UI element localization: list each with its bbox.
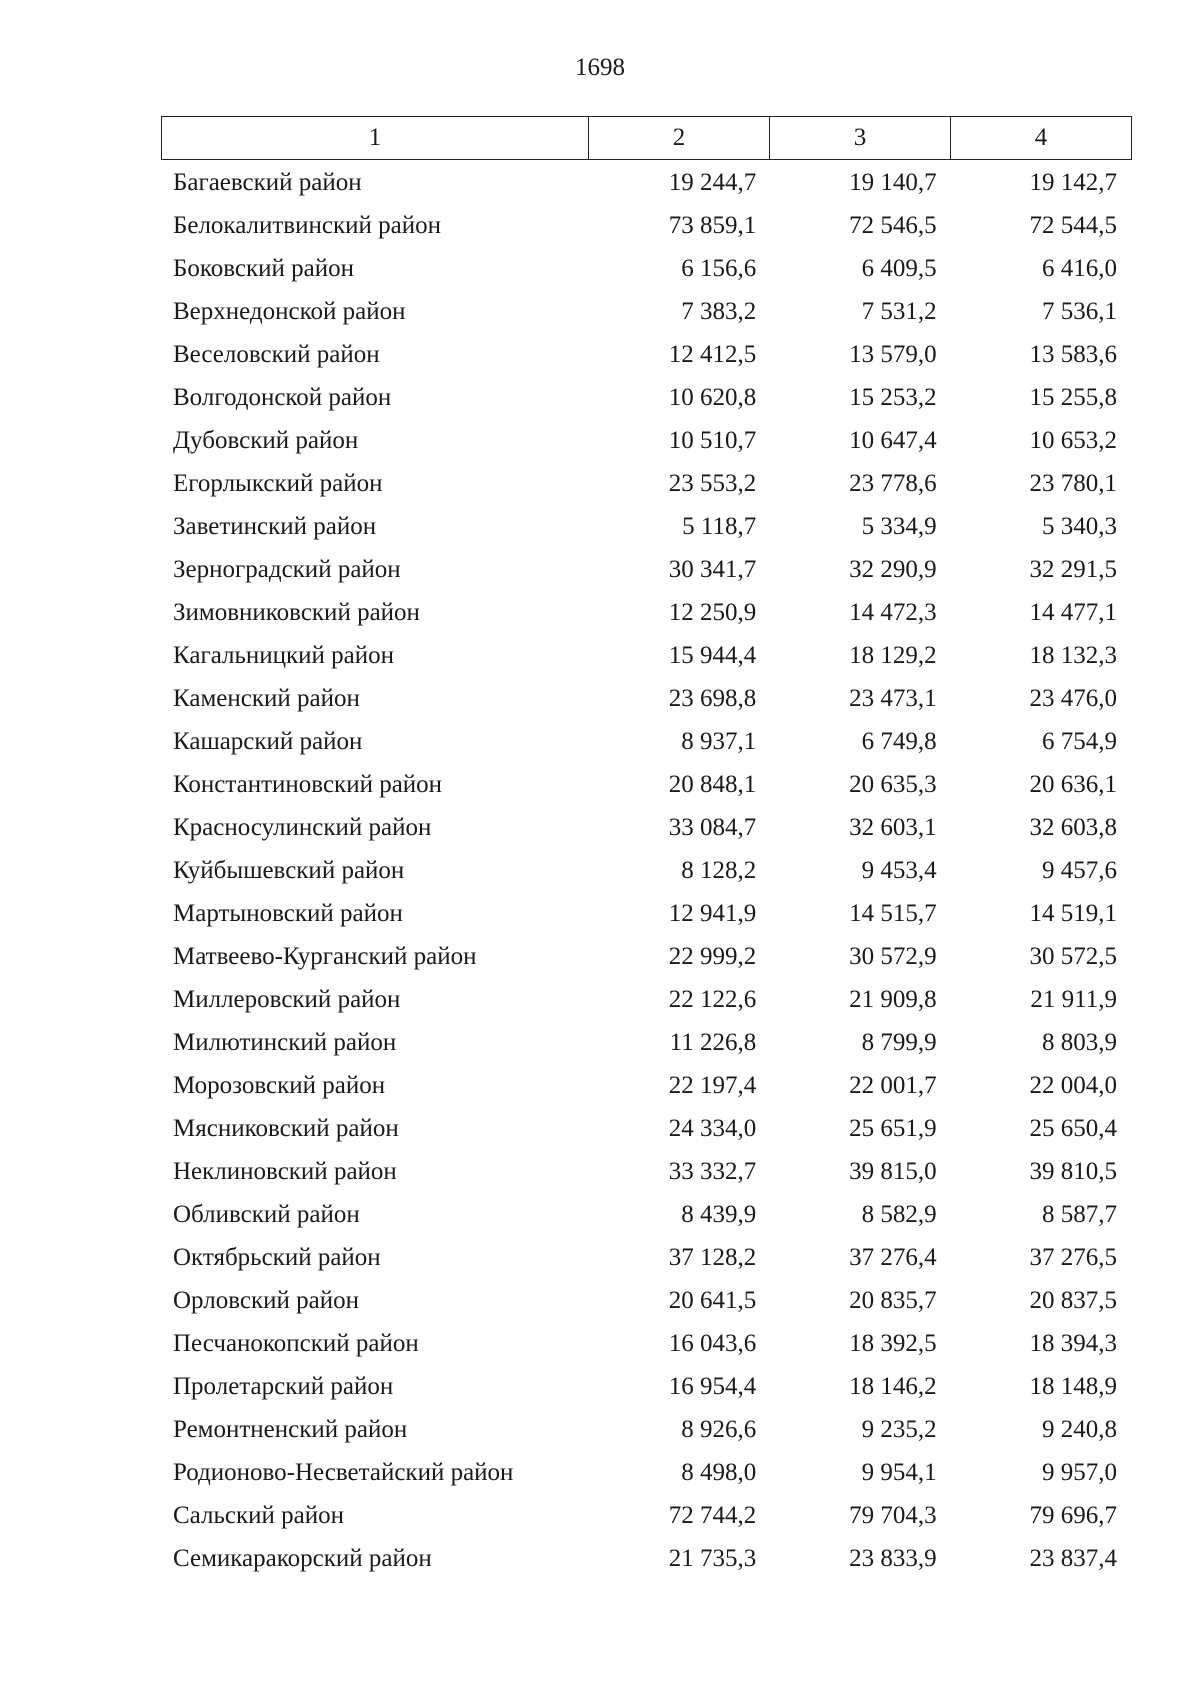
value-cell-col4: 18 132,3: [1029, 642, 1117, 669]
value-cell-col3: 8 582,9: [861, 1201, 937, 1228]
district-name-cell: Красносулинский район: [173, 814, 432, 841]
value-cell-col2: 10 620,8: [668, 384, 757, 411]
value-cell-col3: 7 531,2: [861, 298, 937, 325]
table-row: [161, 1236, 1129, 1279]
value-cell-col2: 16 043,6: [668, 1330, 757, 1357]
table-row: [161, 806, 1129, 849]
value-cell-col3: 32 603,1: [849, 814, 937, 841]
district-name-cell: Дубовский район: [173, 427, 359, 454]
table-row: [161, 634, 1129, 677]
value-cell-col3: 30 572,9: [849, 943, 937, 970]
value-cell-col3: 23 473,1: [849, 685, 937, 712]
district-name-cell: Октябрьский район: [173, 1244, 381, 1271]
value-cell-col4: 23 476,0: [1029, 685, 1117, 712]
district-name-cell: Каменский район: [173, 685, 360, 712]
value-cell-col2: 23 698,8: [668, 685, 757, 712]
value-cell-col4: 6 754,9: [1042, 728, 1117, 755]
value-cell-col4: 18 394,3: [1029, 1330, 1117, 1357]
value-cell-col2: 8 498,0: [681, 1459, 757, 1486]
value-cell-col4: 39 810,5: [1029, 1158, 1117, 1185]
district-name-cell: Веселовский район: [173, 341, 380, 368]
district-name-cell: Кашарский район: [173, 728, 363, 755]
value-cell-col3: 37 276,4: [849, 1244, 937, 1271]
value-cell-col2: 20 641,5: [668, 1287, 757, 1314]
value-cell-col4: 23 837,4: [1029, 1545, 1117, 1572]
value-cell-col4: 37 276,5: [1029, 1244, 1117, 1271]
value-cell-col3: 14 515,7: [849, 900, 937, 927]
value-cell-col4: 25 650,4: [1029, 1115, 1117, 1142]
value-cell-col2: 73 859,1: [668, 212, 757, 239]
table-row: [161, 290, 1129, 333]
table-row: [161, 333, 1129, 376]
value-cell-col2: 16 954,4: [668, 1373, 757, 1400]
value-cell-col2: 22 122,6: [668, 986, 757, 1013]
district-name-cell: Родионово-Несветайский район: [173, 1459, 514, 1486]
value-cell-col2: 21 735,3: [668, 1545, 757, 1572]
column-number-header: [161, 116, 1132, 160]
value-cell-col3: 72 546,5: [849, 212, 937, 239]
value-cell-col3: 23 833,9: [849, 1545, 937, 1572]
district-name-cell: Багаевский район: [173, 169, 362, 196]
value-cell-col3: 6 409,5: [861, 255, 937, 282]
district-name-cell: Куйбышевский район: [173, 857, 405, 884]
value-cell-col4: 15 255,8: [1029, 384, 1117, 411]
column-header-1: 1: [162, 117, 589, 160]
value-cell-col3: 13 579,0: [849, 341, 937, 368]
value-cell-col2: 33 332,7: [668, 1158, 757, 1185]
value-cell-col4: 9 457,6: [1042, 857, 1117, 884]
value-cell-col3: 9 235,2: [861, 1416, 937, 1443]
value-cell-col4: 32 603,8: [1029, 814, 1117, 841]
table-row: [161, 1193, 1129, 1236]
table-row: [161, 1279, 1129, 1322]
table-row: [161, 1494, 1129, 1537]
table-row: [161, 204, 1129, 247]
table-row: [161, 720, 1129, 763]
value-cell-col3: 39 815,0: [849, 1158, 937, 1185]
table-row: [161, 763, 1129, 806]
value-cell-col4: 7 536,1: [1042, 298, 1117, 325]
value-cell-col4: 10 653,2: [1029, 427, 1117, 454]
value-cell-col4: 19 142,7: [1029, 169, 1117, 196]
table-row: [161, 1150, 1129, 1193]
district-table: [161, 161, 1129, 1580]
value-cell-col3: 32 290,9: [849, 556, 937, 583]
value-cell-col4: 8 587,7: [1042, 1201, 1117, 1228]
value-cell-col3: 18 146,2: [849, 1373, 937, 1400]
table-row: [161, 161, 1129, 204]
value-cell-col3: 18 392,5: [849, 1330, 937, 1357]
table-row: [161, 376, 1129, 419]
value-cell-col2: 11 226,8: [669, 1029, 757, 1056]
value-cell-col2: 22 197,4: [668, 1072, 757, 1099]
value-cell-col3: 6 749,8: [861, 728, 937, 755]
table-row: [161, 1408, 1129, 1451]
value-cell-col4: 30 572,5: [1029, 943, 1117, 970]
value-cell-col3: 18 129,2: [849, 642, 937, 669]
district-name-cell: Зимовниковский район: [173, 599, 420, 626]
value-cell-col3: 8 799,9: [861, 1029, 937, 1056]
value-cell-col2: 72 744,2: [668, 1502, 757, 1529]
value-cell-col3: 10 647,4: [849, 427, 937, 454]
page-number: 1698: [575, 54, 625, 81]
table-row: [161, 1021, 1129, 1064]
table-row: [161, 978, 1129, 1021]
district-name-cell: Егорлыкский район: [173, 470, 383, 497]
value-cell-col2: 12 250,9: [668, 599, 757, 626]
value-cell-col3: 23 778,6: [849, 470, 937, 497]
value-cell-col2: 12 941,9: [668, 900, 757, 927]
value-cell-col4: 20 837,5: [1029, 1287, 1117, 1314]
district-name-cell: Боковский район: [173, 255, 354, 282]
value-cell-col2: 33 084,7: [668, 814, 757, 841]
district-name-cell: Обливский район: [173, 1201, 360, 1228]
district-name-cell: Песчанокопский район: [173, 1330, 419, 1357]
table-row: [161, 462, 1129, 505]
table-row: [161, 505, 1129, 548]
district-name-cell: Мартыновский район: [173, 900, 403, 927]
district-name-cell: Волгодонской район: [173, 384, 392, 411]
district-name-cell: Семикаракорский район: [173, 1545, 432, 1572]
column-header-3: 3: [770, 117, 951, 160]
district-name-cell: Верхнедонской район: [173, 298, 406, 325]
table-row: [161, 1451, 1129, 1494]
header-row: [162, 117, 1132, 160]
district-name-cell: Константиновский район: [173, 771, 443, 798]
value-cell-col3: 9 453,4: [861, 857, 937, 884]
value-cell-col4: 8 803,9: [1042, 1029, 1117, 1056]
value-cell-col3: 79 704,3: [849, 1502, 937, 1529]
value-cell-col4: 72 544,5: [1029, 212, 1117, 239]
value-cell-col4: 9 957,0: [1042, 1459, 1117, 1486]
table-row: [161, 1064, 1129, 1107]
district-name-cell: Зерноградский район: [173, 556, 401, 583]
table-row: [161, 849, 1129, 892]
value-cell-col2: 20 848,1: [668, 771, 757, 798]
value-cell-col2: 37 128,2: [668, 1244, 757, 1271]
district-name-cell: Пролетарский район: [173, 1373, 394, 1400]
value-cell-col3: 22 001,7: [849, 1072, 937, 1099]
district-name-cell: Белокалитвинский район: [173, 212, 441, 239]
value-cell-col2: 8 128,2: [681, 857, 757, 884]
value-cell-col2: 8 937,1: [681, 728, 757, 755]
value-cell-col3: 9 954,1: [861, 1459, 937, 1486]
table-row: [161, 1107, 1129, 1150]
table-row: [161, 1365, 1129, 1408]
table-row: [161, 1322, 1129, 1365]
district-name-cell: Милютинский район: [173, 1029, 397, 1056]
value-cell-col4: 13 583,6: [1029, 341, 1117, 368]
value-cell-col2: 22 999,2: [668, 943, 757, 970]
district-name-cell: Кагальницкий район: [173, 642, 395, 669]
value-cell-col4: 14 477,1: [1029, 599, 1117, 626]
district-name-cell: Заветинский район: [173, 513, 377, 540]
value-cell-col4: 14 519,1: [1029, 900, 1117, 927]
district-name-cell: Неклиновский район: [173, 1158, 397, 1185]
table-row: [161, 1537, 1129, 1580]
value-cell-col2: 12 412,5: [668, 341, 757, 368]
value-cell-col2: 24 334,0: [668, 1115, 757, 1142]
value-cell-col4: 9 240,8: [1042, 1416, 1117, 1443]
value-cell-col4: 32 291,5: [1029, 556, 1117, 583]
table-row: [161, 548, 1129, 591]
value-cell-col4: 79 696,7: [1029, 1502, 1117, 1529]
value-cell-col4: 23 780,1: [1029, 470, 1117, 497]
table-row: [161, 677, 1129, 720]
value-cell-col3: 21 909,8: [849, 986, 937, 1013]
value-cell-col3: 15 253,2: [849, 384, 937, 411]
district-name-cell: Миллеровский район: [173, 986, 401, 1013]
district-table-body: [161, 161, 1129, 1580]
value-cell-col3: 14 472,3: [849, 599, 937, 626]
district-name-cell: Ремонтненский район: [173, 1416, 408, 1443]
district-name-cell: Сальский район: [173, 1502, 344, 1529]
value-cell-col2: 8 439,9: [681, 1201, 757, 1228]
value-cell-col4: 20 636,1: [1029, 771, 1117, 798]
district-name-cell: Мясниковский район: [173, 1115, 399, 1142]
value-cell-col2: 6 156,6: [681, 255, 757, 282]
value-cell-col4: 5 340,3: [1042, 513, 1117, 540]
value-cell-col2: 19 244,7: [668, 169, 757, 196]
table-row: [161, 419, 1129, 462]
table-row: [161, 892, 1129, 935]
value-cell-col4: 6 416,0: [1042, 255, 1117, 282]
value-cell-col2: 23 553,2: [668, 470, 757, 497]
district-name-cell: Морозовский район: [173, 1072, 386, 1099]
district-name-cell: Матвеево-Курганский район: [173, 943, 477, 970]
column-header-4: 4: [951, 117, 1132, 160]
value-cell-col2: 8 926,6: [681, 1416, 757, 1443]
table-row: [161, 247, 1129, 290]
value-cell-col4: 22 004,0: [1029, 1072, 1117, 1099]
value-cell-col3: 20 835,7: [849, 1287, 937, 1314]
value-cell-col2: 15 944,4: [668, 642, 757, 669]
table-row: [161, 935, 1129, 978]
district-name-cell: Орловский район: [173, 1287, 359, 1314]
value-cell-col3: 19 140,7: [849, 169, 937, 196]
value-cell-col4: 18 148,9: [1029, 1373, 1117, 1400]
value-cell-col3: 5 334,9: [861, 513, 937, 540]
value-cell-col2: 5 118,7: [682, 513, 757, 540]
value-cell-col3: 25 651,9: [849, 1115, 937, 1142]
column-header-2: 2: [589, 117, 770, 160]
value-cell-col2: 30 341,7: [668, 556, 757, 583]
value-cell-col4: 21 911,9: [1030, 986, 1117, 1013]
value-cell-col3: 20 635,3: [849, 771, 937, 798]
table-row: [161, 591, 1129, 634]
value-cell-col2: 10 510,7: [668, 427, 757, 454]
value-cell-col2: 7 383,2: [681, 298, 757, 325]
